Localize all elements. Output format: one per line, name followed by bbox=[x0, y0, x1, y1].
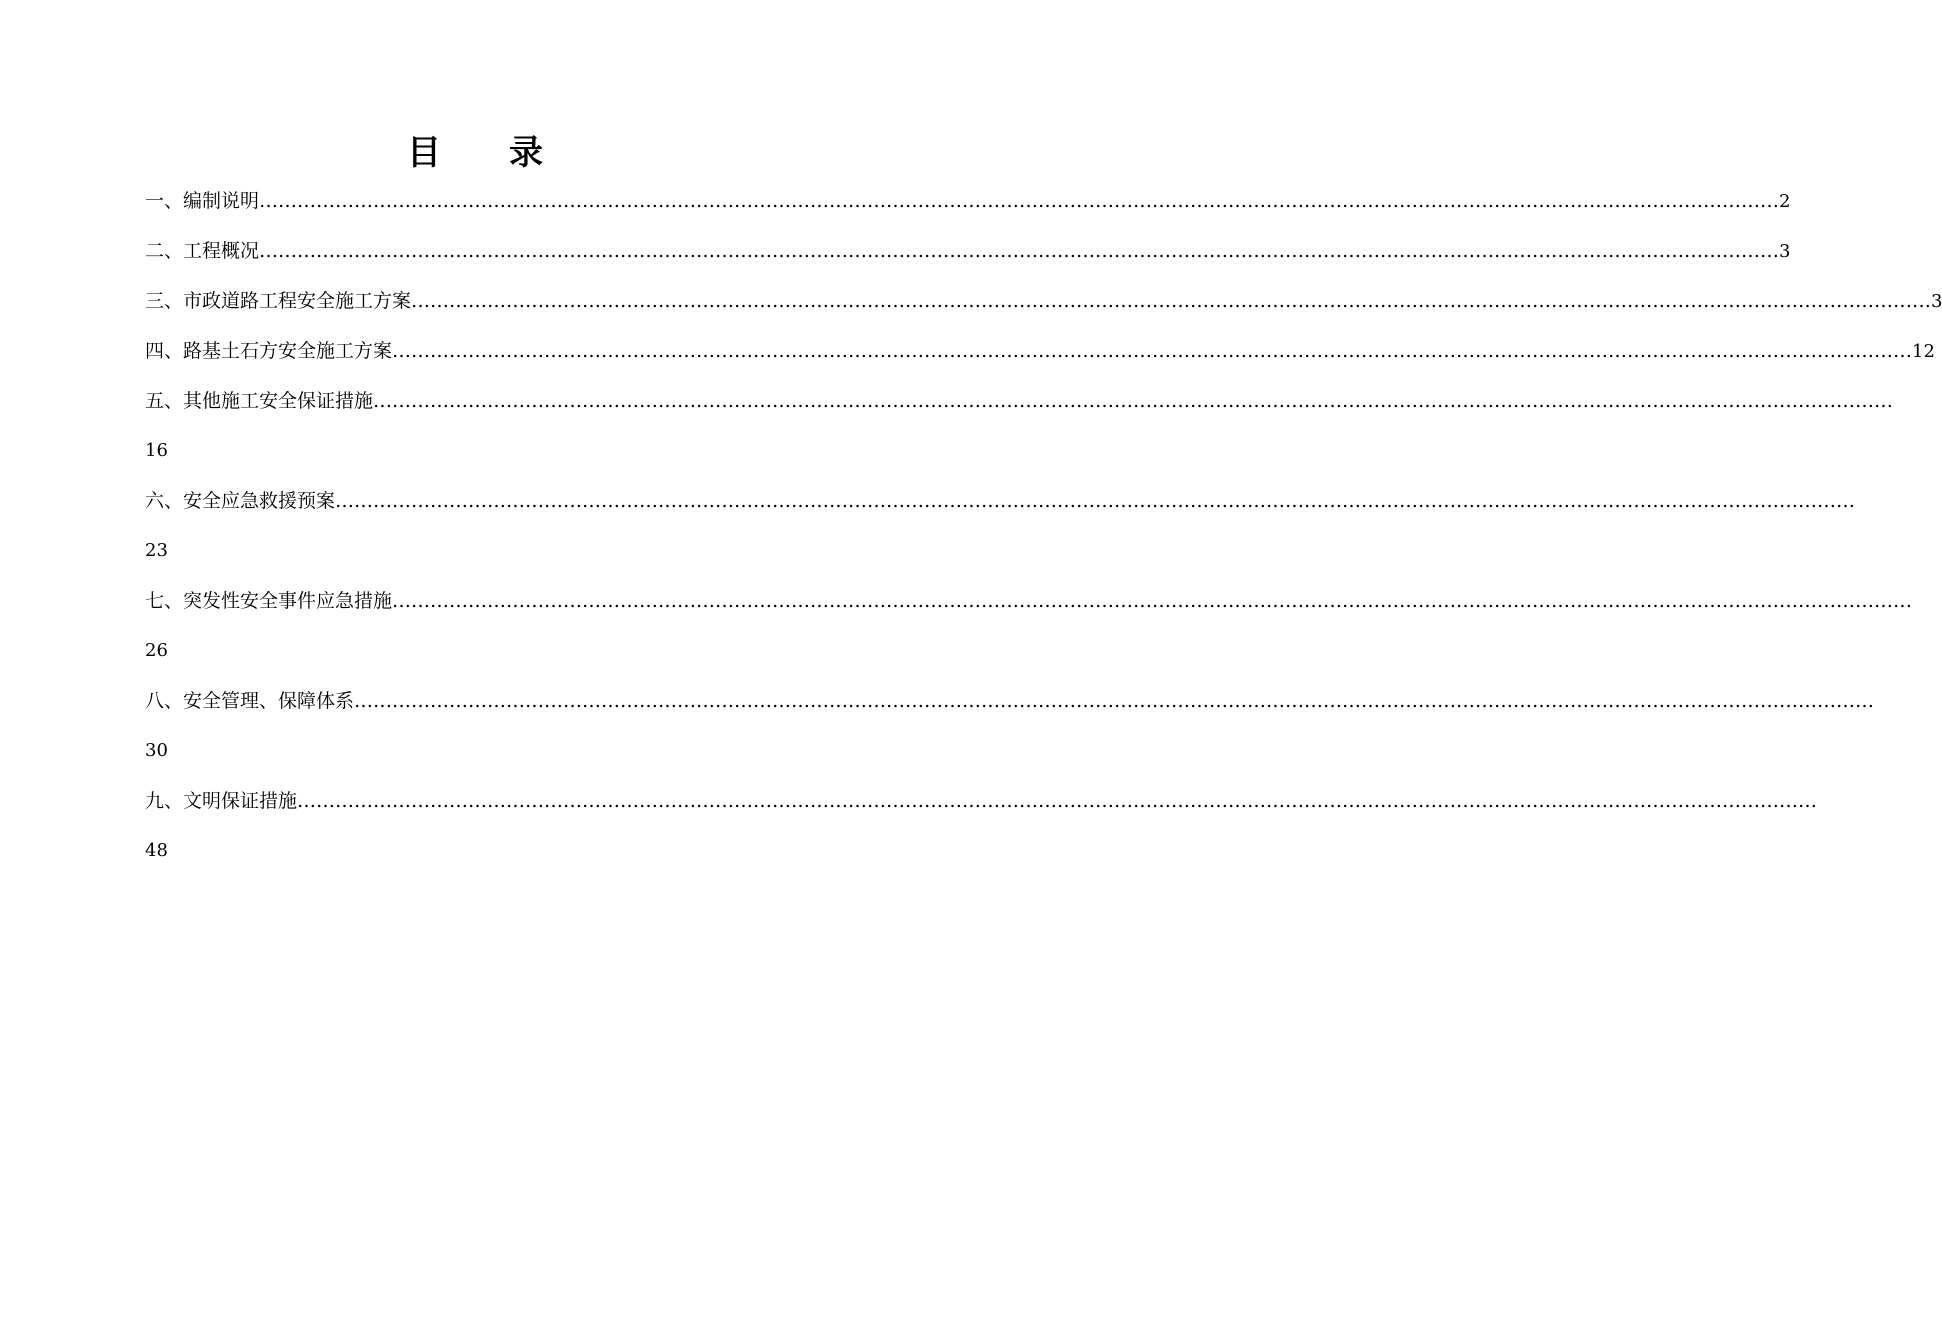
toc-entry[interactable] bbox=[145, 226, 1791, 276]
toc-leader-dots: …………………………………………………………………………………………………………………………………………………………………………………………………………………… bbox=[373, 390, 1894, 412]
toc-entry-page: 3 bbox=[1779, 241, 1791, 262]
toc-entry-page: 2 bbox=[1779, 191, 1791, 212]
toc-leader-dots: …………………………………………………………………………………………………………………………………………………………………………………………………………………… bbox=[335, 490, 1856, 512]
toc-entry[interactable] bbox=[145, 276, 1942, 326]
toc-entry[interactable] bbox=[145, 326, 1935, 376]
toc-entry-label: 五、其他施工安全保证措施 bbox=[145, 390, 374, 412]
toc-leader-dots: …………………………………………………………………………………………………………………………………………………………………………………………………………………… bbox=[297, 790, 1818, 812]
toc-leader-dots: …………………………………………………………………………………………………………………………………………………………………………………………………………………… bbox=[354, 690, 1875, 712]
toc-entry[interactable] bbox=[145, 176, 1791, 226]
toc-entry-label: 七、突发性安全事件应急措施 bbox=[145, 590, 393, 612]
toc-leader-dots: …………………………………………………………………………………………………………………………………………………………………………………………………………………… bbox=[259, 190, 1780, 212]
toc-entry[interactable] bbox=[145, 576, 1913, 626]
toc-entry-page: 30 bbox=[145, 740, 168, 761]
toc-entry-page: 48 bbox=[145, 840, 168, 861]
toc-entry-label: 九、文明保证措施 bbox=[145, 790, 298, 812]
toc-entry-label: 八、安全管理、保障体系 bbox=[145, 690, 355, 712]
toc-entry[interactable] bbox=[145, 676, 1875, 726]
toc-entry-page: 23 bbox=[145, 540, 168, 561]
toc-entry[interactable] bbox=[145, 376, 1894, 426]
toc-entry-page: 16 bbox=[145, 440, 168, 461]
page-title: 目 录 bbox=[407, 133, 543, 173]
toc-leader-dots: …………………………………………………………………………………………………………………………………………………………………………………………………………………… bbox=[392, 340, 1913, 362]
toc-leader-dots: …………………………………………………………………………………………………………………………………………………………………………………………………………………… bbox=[392, 590, 1913, 612]
toc-entry-label: 四、路基土石方安全施工方案 bbox=[145, 340, 393, 362]
toc-entry-page: 26 bbox=[145, 640, 168, 661]
toc-entry-label: 一、编制说明 bbox=[145, 190, 260, 212]
toc-leader-dots: …………………………………………………………………………………………………………………………………………………………………………………………………………………… bbox=[411, 290, 1932, 312]
toc-entry-label: 六、安全应急救援预案 bbox=[145, 490, 336, 512]
toc-entry-label: 二、工程概况 bbox=[145, 240, 260, 262]
table-of-contents bbox=[145, 176, 1942, 876]
toc-entry[interactable] bbox=[145, 776, 1818, 826]
toc-entry-page: 12 bbox=[1912, 341, 1935, 362]
toc-entry[interactable] bbox=[145, 476, 1856, 526]
toc-leader-dots: …………………………………………………………………………………………………………………………………………………………………………………………………………………… bbox=[259, 240, 1780, 262]
toc-entry-page: 3 bbox=[1931, 291, 1942, 312]
toc-entry-label: 三、市政道路工程安全施工方案 bbox=[145, 290, 412, 312]
